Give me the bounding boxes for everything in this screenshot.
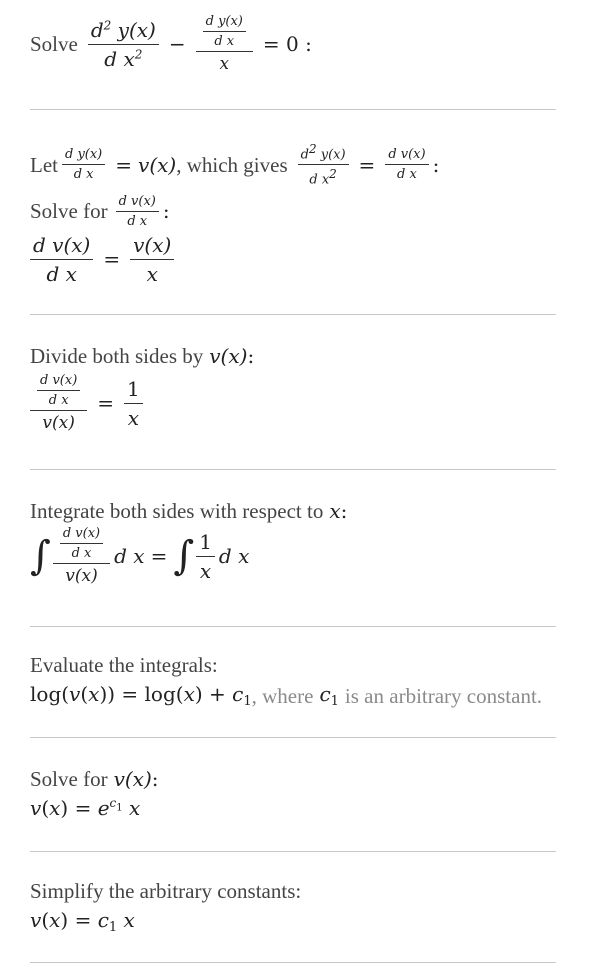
dy-dx-fraction: $\frac{\text{d y(x)}}{\text{d x}}$ <box>62 147 105 182</box>
colon: : <box>340 499 348 523</box>
v-solution: $v(x) = e^{c_1}$ x <box>30 796 141 820</box>
separator <box>30 469 556 470</box>
separator <box>30 109 556 110</box>
colon: : <box>247 344 255 368</box>
step-evaluate <box>30 652 555 709</box>
equals-zero: = 0 : <box>262 32 312 56</box>
step-label: Solve for <box>30 199 108 224</box>
variable-x: x <box>329 499 341 523</box>
equals-operator: = <box>97 391 115 415</box>
dx: d x <box>114 544 145 568</box>
step-substitution <box>30 142 555 286</box>
dv-dx-fraction: $\frac{\text{d v(x)}}{\text{d x}}$ <box>116 194 159 229</box>
integral-sign: ∫ <box>30 533 51 579</box>
colon: : <box>151 767 159 791</box>
second-derivative-fraction: $\frac{d^2 y(x)}{d x^2}$ <box>88 18 159 71</box>
one-over-x-fraction: $\frac{1}{x}$ <box>124 377 143 430</box>
step-solve-v <box>30 766 555 820</box>
integral-sign: ∫ <box>173 533 195 579</box>
final-solution: $v(x) = c_1$ x <box>30 908 135 935</box>
colon: : <box>162 199 170 224</box>
equals-operator: = <box>358 152 376 177</box>
step-label: Integrate both sides with respect to <box>30 499 324 523</box>
dv-dx-fraction: $\frac{\text{d v(x)}}{\text{d x}}$ <box>30 233 93 286</box>
v-over-x-fraction: $\frac{v(x)}{x}$ <box>130 233 174 286</box>
colon: : <box>432 152 440 177</box>
step-simplify <box>30 878 555 935</box>
step-label: Solve <box>30 32 78 56</box>
step-label: Solve for <box>30 767 108 791</box>
step-label: Let <box>30 152 58 177</box>
step-integrate <box>30 498 555 586</box>
separator <box>30 314 556 315</box>
dv-dx-over-v-fraction: $\frac{\frac{\text{d v(x)}}{\text{d x}}}{v(x)}$ <box>53 526 110 586</box>
derivative-over-x-fraction: $\frac{\frac{\text{d y(x)}}{\text{d x}}}{x}$ <box>196 14 253 74</box>
equals-operator: = <box>115 152 133 177</box>
separator <box>30 962 556 963</box>
v-of-x: v(x) <box>138 152 177 177</box>
constant-c1: $c_1$ <box>319 682 339 709</box>
minus-operator: − <box>168 32 186 56</box>
dv-dx-over-v-fraction: $\frac{\frac{\text{d v(x)}}{\text{d x}}}{v(x)}$ <box>30 373 87 433</box>
one-over-x-fraction: $\frac{1}{x}$ <box>196 530 215 583</box>
arbitrary-constant-note: is an arbitrary constant. <box>344 683 543 708</box>
step-label: Simplify the arbitrary constants: <box>30 879 302 903</box>
which-gives-text: , which gives <box>176 152 288 177</box>
step-label: Evaluate the integrals: <box>30 653 218 677</box>
step-solve-equation <box>30 14 555 74</box>
v-of-x: v(x) <box>113 767 152 791</box>
integral-result: $\log(v(x)) = \log(x) + c_1$ <box>30 682 252 709</box>
separator <box>30 626 556 627</box>
separator <box>30 851 556 852</box>
step-label: Divide both sides by <box>30 344 204 368</box>
dx: d x <box>218 544 250 568</box>
separator <box>30 737 556 738</box>
v-of-x: v(x) <box>209 344 248 368</box>
step-divide <box>30 343 555 433</box>
equals-operator: = <box>103 247 121 272</box>
equals-operator: = <box>150 544 168 568</box>
dv-dx-fraction: $\frac{\text{d v(x)}}{\text{d x}}$ <box>385 147 428 182</box>
where-text: , where <box>251 683 314 708</box>
second-derivative-fraction: $\frac{d^2 y(x)}{d x^2}$ <box>298 142 349 188</box>
